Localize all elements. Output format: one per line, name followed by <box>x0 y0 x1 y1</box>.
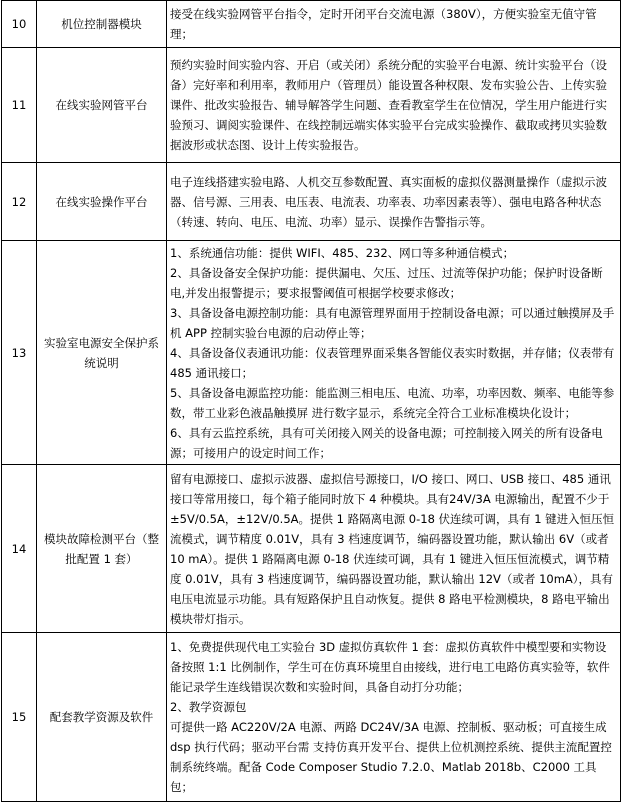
specification-table <box>1 0 621 802</box>
table-row-12 <box>2 163 621 241</box>
description-line: 电子连线搭建实验电路、人机交互参数配置、真实面板的虚拟仪器测量操作（虚拟示波器、信号源、三用表、电压表、电流表、功率表、功率因素表等）、强电电路各种状态（转速、转向、电压、电流、功率）显示、误操作告警指示等。 <box>170 174 607 229</box>
item-description <box>167 1 621 48</box>
item-name: 模块故障检测平台（整批配置 1 套） <box>37 465 167 633</box>
description-line: 1、系统通信功能：提供 WIFI、485、232、网口等多种通信模式； <box>170 245 515 260</box>
item-description <box>167 633 621 802</box>
item-name: 在线实验操作平台 <box>37 163 167 241</box>
table-row-15 <box>2 633 621 802</box>
item-name: 机位控制器模块 <box>37 1 167 48</box>
description-line: 接受在线实验网管平台指令，定时开闭平台交流电源（380V），方便实验室无值守管理； <box>170 7 597 41</box>
row-number: 15 <box>2 633 37 802</box>
description-line: 4、具备设备仪表通讯功能：仪表管理界面采集各智能仪表实时数据，并存储；仪表带有 485 通讯接口； <box>170 345 615 380</box>
description-line: 留有电源接口、虚拟示波器、虚拟信号源接口，I/O 接口、网口、USB 接口、485 通讯接口等常用接口，每个箱子能同时放下 4 种模块。具有24V/3A 电源输出，配置不少于±5V/0.5A，±12V/0.5A。提供 1 路隔离电源 0-18 伏连续可调，具有 1 键进入恒压恒流模式，调节精度 0.01V，具有 3 档速度调节，编码器设置功能，默认输出 6V（或者 10 mA）。提供 1 路隔离电源 0-18 伏连续可调，具有 1 键进入恒压恒流模式，调节精度 0.01V，具有 3 档速度调节，编码器设置功能，默认输出 12V（或者 10mA），具有电压电流显示功能。具有短路保护且自动恢复。提供 8 路电平检测模块，8 路电平输出模块带灯指示。 <box>170 471 615 626</box>
item-description <box>167 241 621 465</box>
row-number: 12 <box>2 163 37 241</box>
row-number: 10 <box>2 1 37 48</box>
description-line: 预约实验时间实验内容、开启（或关闭）系统分配的实验平台电源、统计实验平台（设备）完好率和利用率，教师用户（管理员）能设置各种权限、发布实验公告、上传实验课件、批改实验报告、辅导解答学生问题、查看教室学生在位情况，学生用户能进行实验预习、调阅实验课件、在线控制远端实体实验平台完成实验操作、截取或拷贝实验数据波形或状态图、设计上传实验报告。 <box>170 58 607 152</box>
item-description <box>167 465 621 633</box>
table-row-10 <box>2 1 621 48</box>
item-name: 实验室电源安全保护系统说明 <box>37 241 167 465</box>
description-line: 5、具备设备电源监控功能：能监测三相电压、电流、功率，功率因数、频率、电能等参数，带工业彩色液晶触摸屏 进行数字显示，系统完全符合工业标准模块化设计； <box>170 385 615 420</box>
item-name: 在线实验网管平台 <box>37 48 167 163</box>
item-description <box>167 48 621 163</box>
row-number: 14 <box>2 465 37 633</box>
table-row-11 <box>2 48 621 163</box>
description-line: 可提供一路 AC220V/2A 电源、两路 DC24V/3A 电源、控制板、驱动板；可直接生成 dsp 执行代码；驱动平台需 支持仿真开发平台、提供上位机测控系统、提供主流配置控制系统终端。配备 Code Composer Studio 7.2.0、Matlab 2018b、C2000 工具包； <box>170 720 612 794</box>
table-row-13 <box>2 241 621 465</box>
description-line: 2、教学资源包 <box>170 700 247 714</box>
description-line: 3、具备设备电源控制功能：具有电源管理界面用于控制设备电源；可以通过触摸屏及手机 APP 控制实验台电源的启动停止等； <box>170 305 615 340</box>
description-line: 2、具备设备安全保护功能：提供漏电、欠压、过压、过流等保护功能；保护时设备断电,并发出报警提示；要求报警阈值可根据学校要求修改； <box>170 265 603 300</box>
item-description <box>167 163 621 241</box>
table-row-14 <box>2 465 621 633</box>
row-number: 11 <box>2 48 37 163</box>
item-name: 配套教学资源及软件 <box>37 633 167 802</box>
description-line: 1、免费提供现代电工实验台 3D 虚拟仿真软件 1 套：虚拟仿真软件中模型要和实物设备按照 1:1 比例制作，学生可在仿真环境里自由接线，进行电工电路仿真实验等，软件能记录学生连线错误次数和实验时间，具备自动打分功能； <box>170 640 610 694</box>
description-line: 6、具有云监控系统，具有可关闭接入网关的设备电源；可控制接入网关的所有设备电源；可接用户的设定时间工作； <box>170 425 603 460</box>
row-number: 13 <box>2 241 37 465</box>
